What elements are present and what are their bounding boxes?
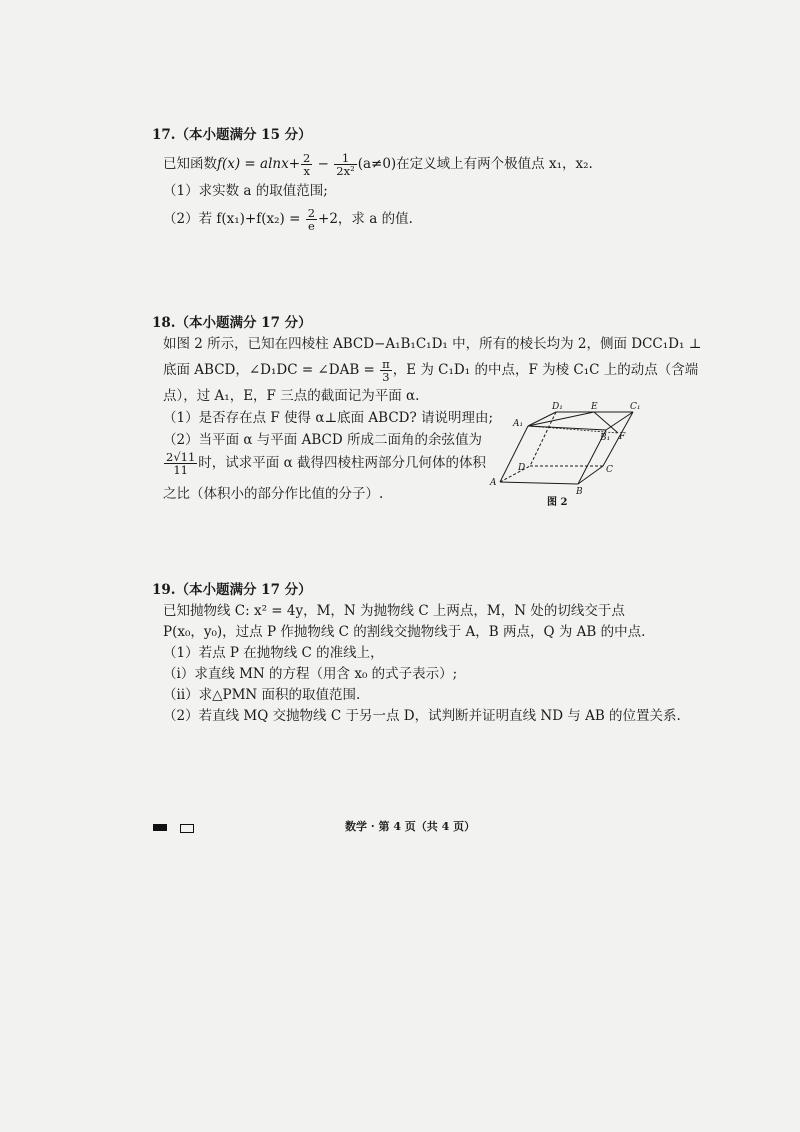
q17-minus: − (313, 156, 334, 172)
q17-fraction-2-num: 1 (334, 152, 356, 165)
label-f: F (619, 432, 626, 442)
q18-fraction-cos-num: 2√11 (166, 450, 196, 464)
q19-part1-i: （ⅰ）求直线 MN 的方程（用含 x₀ 的式子表示）; (163, 666, 458, 682)
label-d1: D₁ (552, 402, 563, 412)
footer-outline-mark (180, 824, 194, 833)
edge-b-c (578, 466, 603, 484)
q17-fraction-2-den: 2x² (336, 164, 355, 178)
q18-part2-line2 (163, 451, 486, 476)
label-a: A (490, 478, 497, 488)
q17-part2-after: +2，求 a 的值. (318, 211, 413, 227)
q17-fraction-1-num: 2 (303, 151, 311, 165)
q19-line1: 已知抛物线 C: x² = 4y，M，N 为抛物线 C 上两点，M，N 处的切线交于点 (163, 603, 625, 619)
q18-fraction-pi3-num: π (382, 357, 390, 371)
footer-filled-mark (153, 824, 167, 831)
section-a1-e (528, 412, 594, 426)
q17-fraction-1-den: x (303, 164, 310, 178)
q17-fraction-3-den: e (307, 219, 315, 233)
q18-part1: （1）是否存在点 F 使得 α⊥底面 ABCD? 请说明理由; (163, 410, 494, 426)
q17-function: f(x) = alnx+ (217, 156, 301, 172)
edge-c1-b1 (606, 412, 633, 430)
q18-part2-line1: （2）当平面 α 与平面 ABCD 所成二面角的余弦值为 (163, 432, 482, 448)
q19-line2: P(x₀，y₀)，过点 P 作抛物线 C 的割线交抛物线于 A，B 两点，Q 为 AB 的中点. (163, 624, 646, 640)
q18-fraction-pi3 (380, 358, 392, 383)
q19-part1: （1）若点 P 在抛物线 C 的准线上， (163, 645, 384, 661)
q18-line2 (163, 358, 698, 383)
prism-figure (488, 400, 648, 515)
label-d: D (518, 463, 526, 473)
q17-fraction-1 (301, 152, 312, 177)
q17-intro-text: 已知函数 (163, 156, 217, 172)
edge-a-b (500, 482, 578, 484)
q17-intro-after: 在定义域上有两个极值点 x₁，x₂. (396, 156, 593, 172)
label-c: C (606, 465, 613, 475)
q17-part2 (163, 207, 413, 232)
q18-line3: 点），过 A₁，E，F 三点的截面记为平面 α. (163, 388, 420, 404)
q17-fraction-2 (334, 152, 356, 177)
label-b1: B₁ (600, 433, 611, 443)
q17-fraction-3 (306, 207, 317, 232)
q18-header: 18.（本小题满分 17 分） (152, 315, 312, 331)
label-b: B (576, 487, 583, 497)
q18-fraction-cos-den: 11 (173, 463, 188, 477)
edge-d1-d (530, 412, 556, 466)
label-c1: C₁ (630, 402, 641, 412)
q17-part2-before: （2）若 f(x₁)+f(x₂) = (163, 211, 305, 227)
q18-line1: 如图 2 所示，已知在四棱柱 ABCD−A₁B₁C₁D₁ 中，所有的棱长均为 2，侧面 DCC₁D₁ ⊥ (163, 336, 702, 352)
q17-statement (163, 152, 593, 177)
label-e: E (591, 402, 598, 412)
q17-part1: （1）求实数 a 的取值范围; (163, 183, 328, 199)
q18-fraction-cos (164, 451, 197, 476)
q19-part1-ii: （ⅱ）求△PMN 面积的取值范围. (163, 687, 361, 703)
q17-condition: (a≠0) (357, 156, 397, 172)
q18-fraction-pi3-den: 3 (382, 370, 390, 384)
q17-fraction-3-num: 2 (307, 206, 316, 220)
edge-a1-d1 (528, 412, 556, 426)
figure-caption: 图 2 (547, 497, 568, 508)
label-a1: A₁ (513, 419, 524, 429)
q19-header: 19.（本小题满分 17 分） (152, 582, 312, 598)
q17-header: 17.（本小题满分 15 分） (152, 127, 312, 143)
q19-part2: （2）若直线 MQ 交抛物线 C 于另一点 D，试判断并证明直线 ND 与 AB 的位置关系. (163, 708, 681, 724)
page-footer: 数学 · 第 4 页（共 4 页） (345, 820, 476, 833)
q18-part2-line2-text: 时，试求平面 α 截得四棱柱两部分几何体的体积 (198, 455, 486, 471)
q18-line2-after: ，E 为 C₁D₁ 的中点，F 为棱 C₁C 上的动点（含端 (392, 362, 699, 378)
q18-part2-line3: 之比（体积小的部分作比值的分子）. (163, 486, 384, 502)
q18-line2-before: 底面 ABCD，∠D₁DC = ∠DAB = (163, 362, 380, 378)
edge-a1-a (500, 426, 528, 482)
